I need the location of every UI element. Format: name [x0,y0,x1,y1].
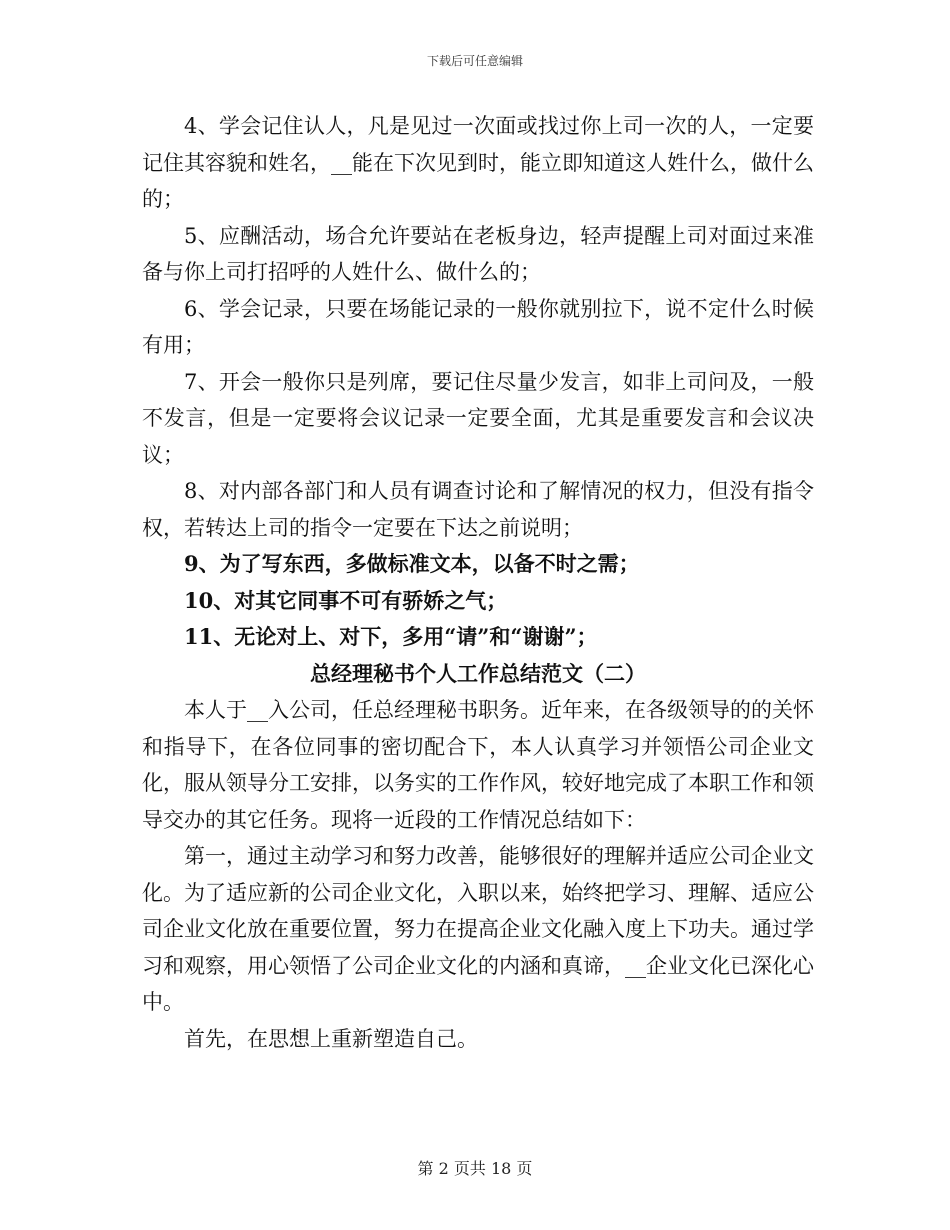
paragraph-item-11: 11、无论对上、对下，多用“请”和“谢谢”； [184,624,598,649]
paragraph-item-7: 7、开会一般你只是列席，要记住尽量少发言，如非上司问及，一般不发言，但是一定要将会议记录一定要全面，尤其是重要发言和会议决议； [142,369,814,467]
paragraph-item-5: 5、应酬活动，场合允许要站在老板身边，轻声提醒上司对面过来准备与你上司打招呼的人姓什么、做什么的； [142,223,814,284]
paragraph-item-4: 4、学会记住认人，凡是见过一次面或找过你上司一次的人，一定要记住其容貌和姓名，__能在下次见到时，能立即知道这人姓什么，做什么的； [142,114,814,211]
paragraph-intro: 本人于__入公司，任总经理秘书职务。近年来，在各级领导的的关怀和指导下，在各位同事的密切配合下，本人认真学习并领悟公司企业文化，服从领导分工安排，以务实的工作作风，较好地完成了本职工作和领导交办的其它任务。现将一近段的工作情况总结如下： [142,698,814,832]
paragraph-item-10: 10、对其它同事不可有骄娇之气； [184,587,508,613]
paragraph-item-9: 9、为了写东西，多做标准文本，以备不时之需； [184,551,640,576]
paragraph-item-6: 6、学会记录，只要在场能记录的一般你就别拉下，说不定什么时候有用； [142,296,814,357]
page-header-note: 下载后可任意编辑 [426,54,523,68]
paragraph-first: 第一，通过主动学习和努力改善，能够很好的理解并适应公司企业文化。为了适应新的公司企业文化，入职以来，始终把学习、理解、适应公司企业文化放在重要位置，努力在提高企业文化融入度上下功夫。通过学习和观察，用心领悟了公司企业文化的内涵和真谛，__企业文化已深化心中。 [142,844,814,1014]
document-body [142,108,814,1057]
section-title: 总经理秘书个人工作总结范文（二） [310,660,646,686]
paragraph-firstly: 首先，在思想上重新塑造自己。 [184,1026,478,1051]
page-number-footer: 第 2 页共 18 页 [417,1159,533,1178]
paragraph-item-8: 8、对内部各部门和人员有调查讨论和了解情况的权力，但没有指令权，若转达上司的指令一定要在下达之前说明； [142,479,814,540]
